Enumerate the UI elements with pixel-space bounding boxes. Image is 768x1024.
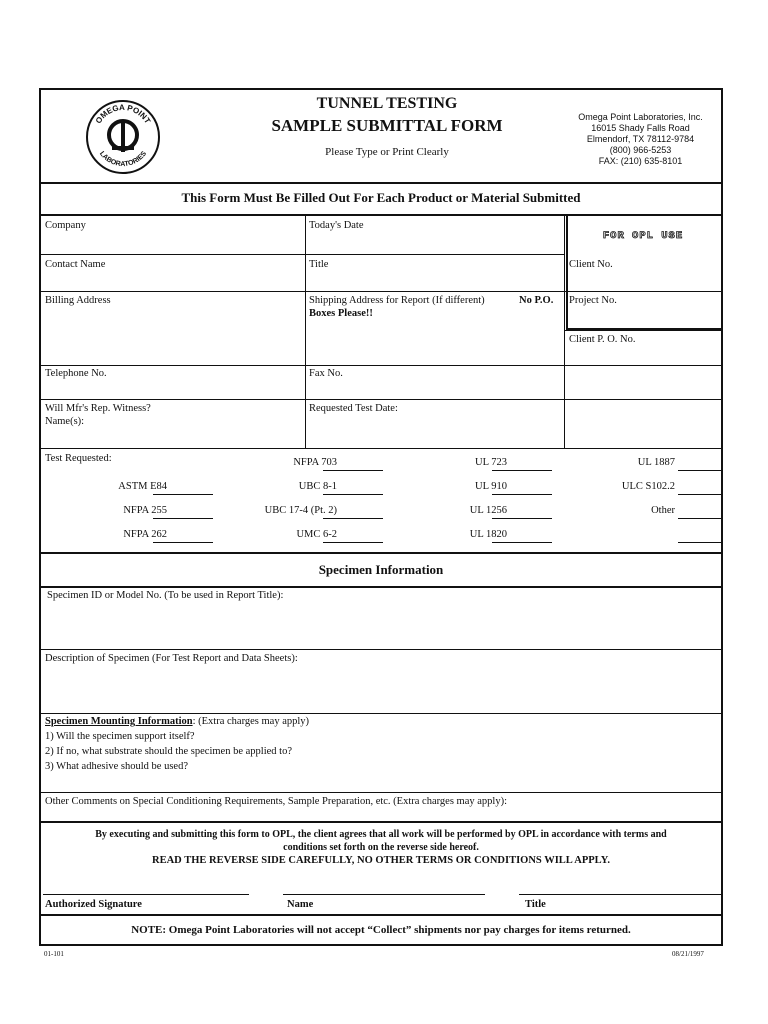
boxes-please-label: Boxes Please!! [309, 308, 373, 319]
no-po-label: No P.O. [519, 295, 554, 306]
test-ul-1887: UL 1887 [637, 457, 675, 468]
specimen-id-label: Specimen ID or Model No. (To be used in Report Title): [47, 590, 284, 601]
requested-test-date-label: Requested Test Date: [309, 403, 398, 414]
address-line: (800) 966-5253 [609, 145, 672, 155]
signature-title-label: Title [525, 899, 546, 910]
test-other: Other [651, 505, 675, 516]
name-line[interactable] [283, 894, 485, 895]
test-blank[interactable] [153, 518, 213, 519]
divider [41, 649, 721, 650]
test-astm-e84: ASTM E84 [118, 481, 167, 492]
other-comments-label: Other Comments on Special Conditioning Requirements, Sample Preparation, etc. (Extra charges may apply): [45, 796, 507, 807]
company-label: Company [45, 220, 86, 231]
test-blank[interactable] [323, 542, 383, 543]
mounting-question-2: 2) If no, what substrate should the specimen be applied to? [45, 746, 292, 757]
mounting-info-note: : (Extra charges may apply) [192, 716, 310, 727]
client-po-label: Client P. O. No. [569, 334, 636, 345]
omega-point-logo [85, 98, 161, 176]
divider [41, 448, 721, 449]
instruction-text: Please Type or Print Clearly [325, 146, 449, 158]
divider [564, 330, 721, 331]
svg-text:LABORATORIES [98, 150, 148, 168]
test-blank[interactable] [323, 518, 383, 519]
specimen-description-label: Description of Specimen (For Test Report and Data Sheets): [45, 653, 298, 664]
mounting-question-1: 1) Will the specimen support itself? [45, 731, 195, 742]
logo-text-top: OMEGA POINT [93, 102, 153, 126]
test-blank[interactable] [678, 518, 722, 519]
authorized-signature-line[interactable] [43, 894, 249, 895]
fax-label: Fax No. [309, 368, 343, 379]
mounting-info-title: Specimen Mounting Information [45, 716, 193, 727]
contact-name-label: Contact Name [45, 259, 106, 270]
divider [41, 365, 721, 366]
test-blank[interactable] [492, 470, 552, 471]
address-line: Elmendorf, TX 78112-9784 [586, 134, 695, 144]
test-blank[interactable] [153, 494, 213, 495]
divider [41, 713, 721, 714]
test-blank[interactable] [323, 470, 383, 471]
terms-line-1: By executing and submitting this form to OPL, the client agrees that all work will be performed by OPL in accordance with terms and [95, 829, 667, 840]
witness-names-label: Name(s): [45, 416, 85, 427]
submittal-form [39, 88, 723, 946]
address-line: 16015 Shady Falls Road [591, 123, 690, 133]
specimen-heading: Specimen Information [318, 562, 444, 577]
divider [41, 821, 721, 823]
logo-text-bottom: LABORATORIES [97, 150, 149, 169]
name-label: Name [287, 899, 314, 910]
terms-line-3: READ THE REVERSE SIDE CAREFULLY, NO OTHER TERMS OR CONDITIONS WILL APPLY. [152, 855, 610, 866]
mounting-question-3: 3) What adhesive should be used? [45, 761, 188, 772]
form-date: 08/21/1997 [672, 950, 704, 958]
project-no-label: Project No. [569, 295, 617, 306]
divider [41, 792, 721, 793]
test-blank[interactable] [323, 494, 383, 495]
authorized-signature-label: Authorized Signature [45, 899, 142, 910]
divider [41, 399, 721, 400]
address-line: Omega Point Laboratories, Inc. [578, 112, 703, 122]
test-blank[interactable] [678, 542, 722, 543]
test-ubc-8-1: UBC 8-1 [298, 481, 337, 492]
form-number: 01-101 [44, 950, 64, 958]
divider [41, 586, 721, 588]
test-umc-6-2: UMC 6-2 [296, 529, 337, 540]
mounting-info-label [45, 715, 309, 728]
lab-address [563, 112, 718, 167]
test-blank[interactable] [153, 542, 213, 543]
address-line: FAX: (210) 635-8101 [598, 156, 683, 166]
test-blank[interactable] [492, 494, 552, 495]
terms-text [41, 828, 721, 867]
telephone-label: Telephone No. [45, 368, 107, 379]
divider [41, 552, 721, 554]
test-blank[interactable] [492, 542, 552, 543]
collect-shipments-note: NOTE: Omega Point Laboratories will not accept “Collect” shipments nor pay charges for items returned. [131, 924, 631, 936]
billing-address-label: Billing Address [45, 295, 111, 306]
divider [41, 182, 721, 184]
form-title-line1: TUNNEL TESTING [316, 95, 458, 112]
test-nfpa-703: NFPA 703 [293, 457, 337, 468]
test-ulc-s102: ULC S102.2 [621, 481, 675, 492]
test-ul-910: UL 910 [475, 481, 507, 492]
test-nfpa-255: NFPA 255 [123, 505, 167, 516]
test-ubc-17-4: UBC 17-4 (Pt. 2) [264, 505, 337, 516]
witness-label: Will Mfr's Rep. Witness? [45, 403, 151, 414]
divider [41, 914, 721, 916]
terms-line-2: conditions set forth on the reverse side hereof. [283, 842, 479, 853]
shipping-address-label: Shipping Address for Report (If different) [309, 295, 485, 306]
test-blank[interactable] [678, 494, 722, 495]
for-opl-use-label: FOR OPL USE [602, 230, 684, 242]
title-label: Title [309, 259, 329, 270]
todays-date-label: Today's Date [309, 220, 364, 231]
divider [41, 254, 564, 255]
test-blank[interactable] [492, 518, 552, 519]
test-requested-label: Test Requested: [45, 453, 112, 464]
title-line[interactable] [519, 894, 721, 895]
test-ul-1820: UL 1820 [469, 529, 507, 540]
test-ul-723: UL 723 [475, 457, 507, 468]
test-ul-1256: UL 1256 [469, 505, 507, 516]
client-no-label: Client No. [569, 259, 613, 270]
test-nfpa-262: NFPA 262 [123, 529, 167, 540]
form-title-line2: SAMPLE SUBMITTAL FORM [271, 116, 503, 135]
divider [564, 216, 565, 448]
divider [305, 216, 306, 448]
test-blank[interactable] [678, 470, 722, 471]
banner-text: This Form Must Be Filled Out For Each Product or Material Submitted [181, 190, 581, 205]
